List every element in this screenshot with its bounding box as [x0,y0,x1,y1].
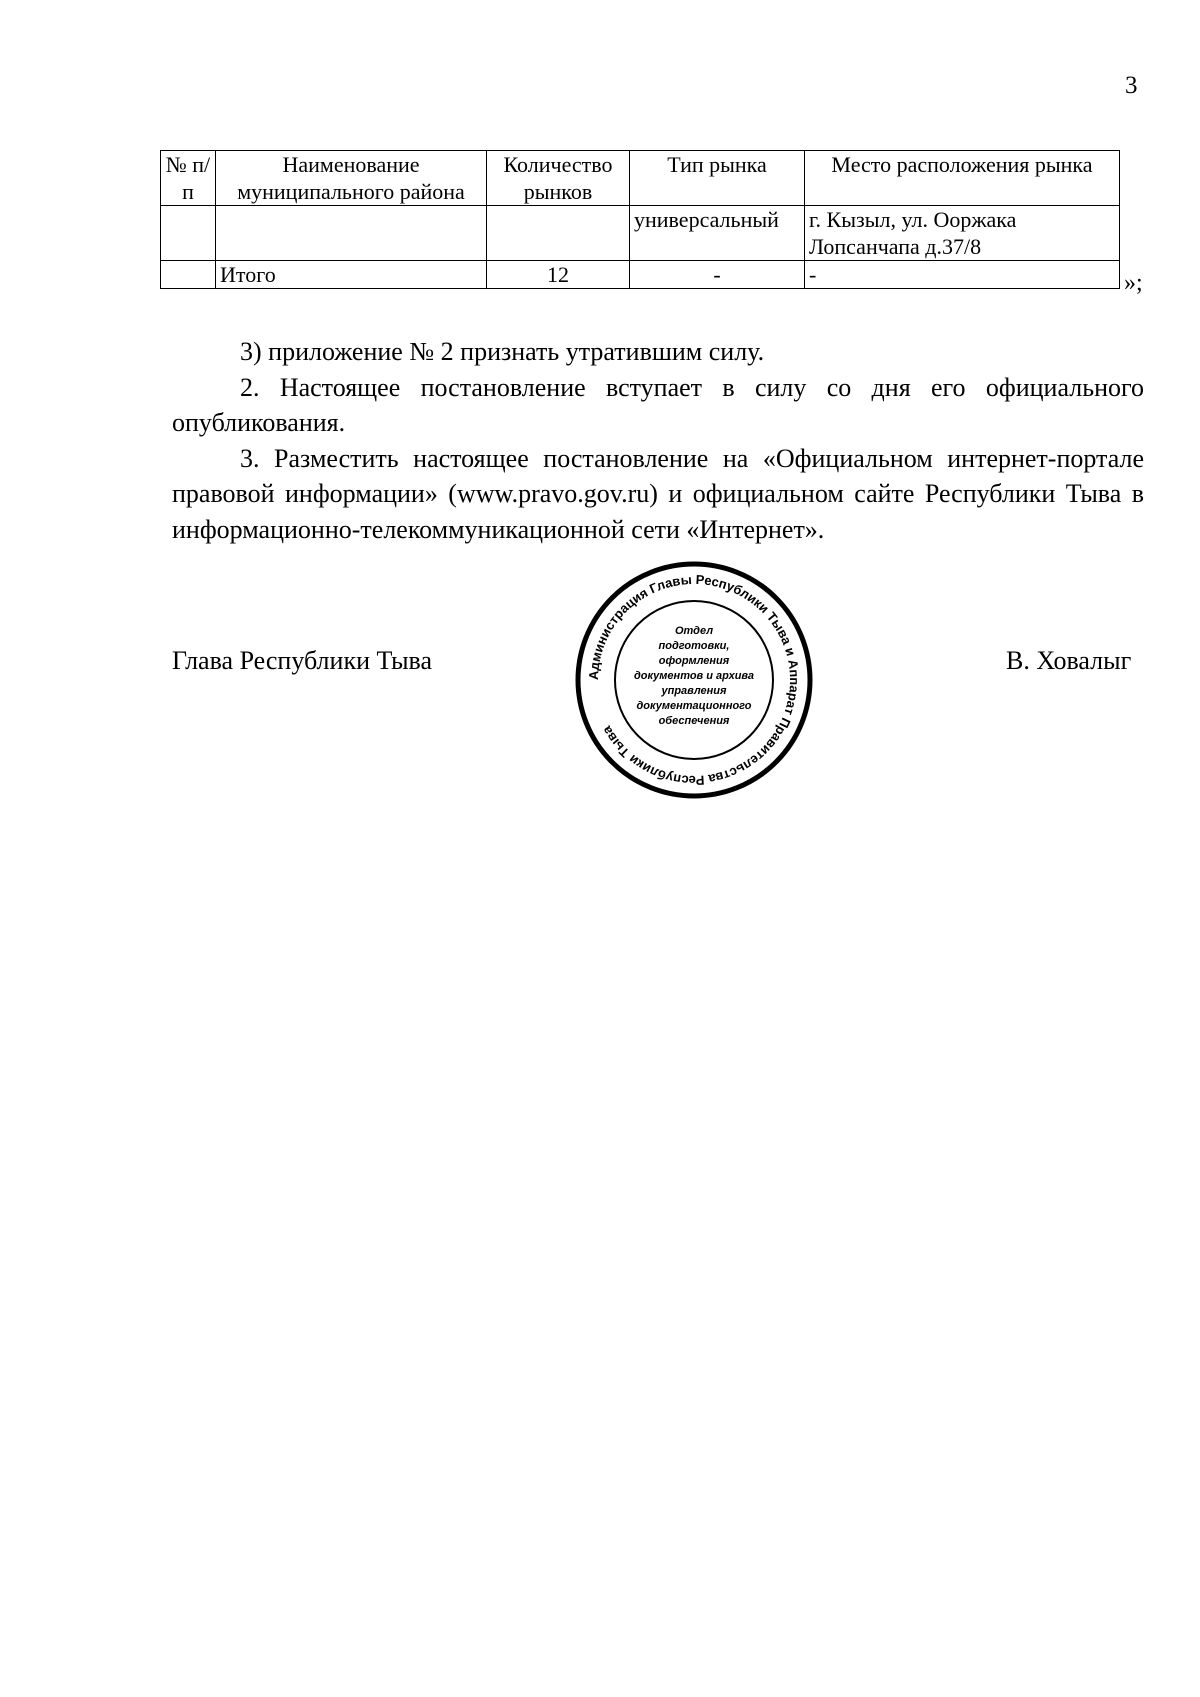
table-cell [161,206,216,261]
paragraph: 3) приложение № 2 признать утратившим силу. [240,337,765,366]
table-cell [216,206,487,261]
table-cell: 12 [487,261,630,289]
table-cell: г. Кызыл, ул. Ооржака Лопсанчапа д.37/8 [805,206,1120,261]
table-cell: Итого [216,261,487,289]
header-count: Количество рынков [487,151,630,206]
stamp-line: документационного [636,700,752,712]
markets-table [160,150,1120,289]
signatory-name: В. Ховалыг [1006,646,1132,675]
document-body [172,334,1144,547]
paragraph: 3. Разместить настоящее постановление на «Официальном интернет-портале правовой информации» (www.pravo.gov.ru) и официальном сайте Республики Тыва в информационно-телекоммуникационной сети «Интернет». [172,443,1144,544]
signatory-title: Глава Республики Тыва [172,646,433,675]
stamp-line: управления [661,685,727,697]
paragraph: 2. Настоящее постановление вступает в силу со дня его официального опубликования. [172,372,1144,437]
stamp-line: подготовки, [658,640,730,652]
table-row [161,206,1120,261]
official-stamp [572,558,816,802]
table-cell [487,206,630,261]
header-district: Наименование муниципального района [216,151,487,206]
table-row-total [161,261,1120,289]
header-number: № п/п [161,151,216,206]
table-cell [161,261,216,289]
stamp-line: обеспечения [658,715,730,727]
page-number: 3 [1125,72,1138,99]
header-location: Место расположения рынка [805,151,1120,206]
table-cell: - [630,261,805,289]
stamp-center-text [634,625,754,727]
stamp-line: Отдел [674,625,714,637]
table-cell: - [805,261,1120,289]
header-type: Тип рынка [630,151,805,206]
stamp-line: оформления [658,655,730,667]
table-header-row [161,151,1120,206]
stamp-ring-text: Администрация Главы Республики Тыва и Аппарат Правительства Республики Тыва [585,571,803,789]
table-closing-quote: »; [1124,270,1143,296]
stamp-line: документов и архива [633,670,755,682]
table-cell: универсальный [630,206,805,261]
